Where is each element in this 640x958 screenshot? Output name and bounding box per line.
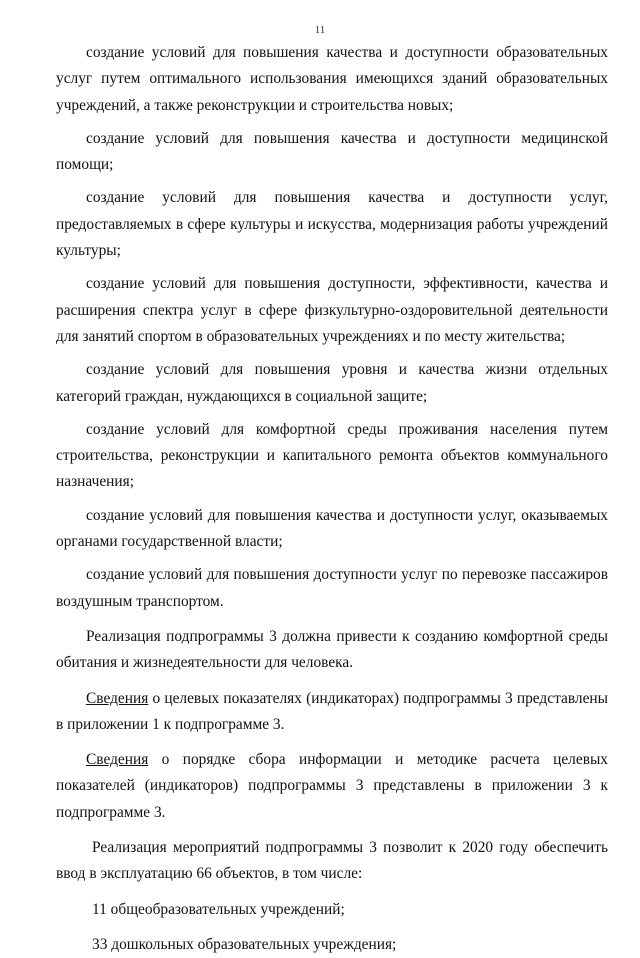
paragraph-methodology (56, 747, 608, 826)
list-item-preschools: 33 дошкольных образовательных учреждения; (92, 935, 397, 953)
paragraph-culture: создание условий для повышения качества и доступности услуг, предоставляемых в сфере культуры и искусства, модернизация работы учреждений культуры; (56, 189, 608, 260)
indicators-text: о целевых показателях (индикаторах) подпрограммы 3 представлены в приложении 1 к подпрограмме 3. (56, 689, 608, 733)
paragraph-results: Реализация мероприятий подпрограммы 3 позволит к 2020 году обеспечить ввод в эксплуатацию 66 объектов, в том числе: (56, 839, 608, 883)
list-item-schools: 11 общеобразовательных учреждений; (92, 900, 345, 918)
paragraph-sport: создание условий для повышения доступности, эффективности, качества и расширения спектра услуг в сфере физкультурно-оздоровительной деятельности для занятий спортом в образовательных учреждениях и по месту жительства; (56, 275, 608, 345)
paragraph-comfort: Реализация подпрограммы 3 должна привести к созданию комфортной среды обитания и жизнедеятельности для человека. (56, 627, 608, 672)
paragraph-indicators (56, 686, 608, 739)
indicators-link[interactable]: Сведения (86, 689, 149, 707)
methodology-link[interactable]: Сведения (86, 751, 149, 769)
paragraph-education: создание условий для повышения качества и доступности образовательных услуг путем оптимального использования имеющихся зданий образовательных учреждений, а также реконструкции и строительства новых; (56, 44, 608, 114)
paragraph-government: создание условий для повышения качества и доступности услуг, оказываемых органами государственной власти; (56, 506, 608, 551)
paragraph-medical: создание условий для повышения качества и доступности медицинской помощи; (56, 129, 608, 174)
document-body (56, 40, 608, 958)
methodology-text: о порядке сбора информации и методике расчета целевых показателей (индикаторов) подпрограммы 3 представлены в приложении 3 к подпрограмме 3. (56, 751, 608, 821)
page-number: 11 (314, 24, 326, 36)
paragraph-housing: создание условий для комфортной среды проживания населения путем строительства, реконструкции и капитального ремонта объектов коммунального назначения; (56, 420, 608, 491)
paragraph-air-transport: создание условий для повышения доступности услуг по перевозке пассажиров воздушным транспортом. (56, 566, 608, 610)
paragraph-social: создание условий для повышения уровня и качества жизни отдельных категорий граждан, нуждающихся в социальной защите; (56, 361, 608, 405)
